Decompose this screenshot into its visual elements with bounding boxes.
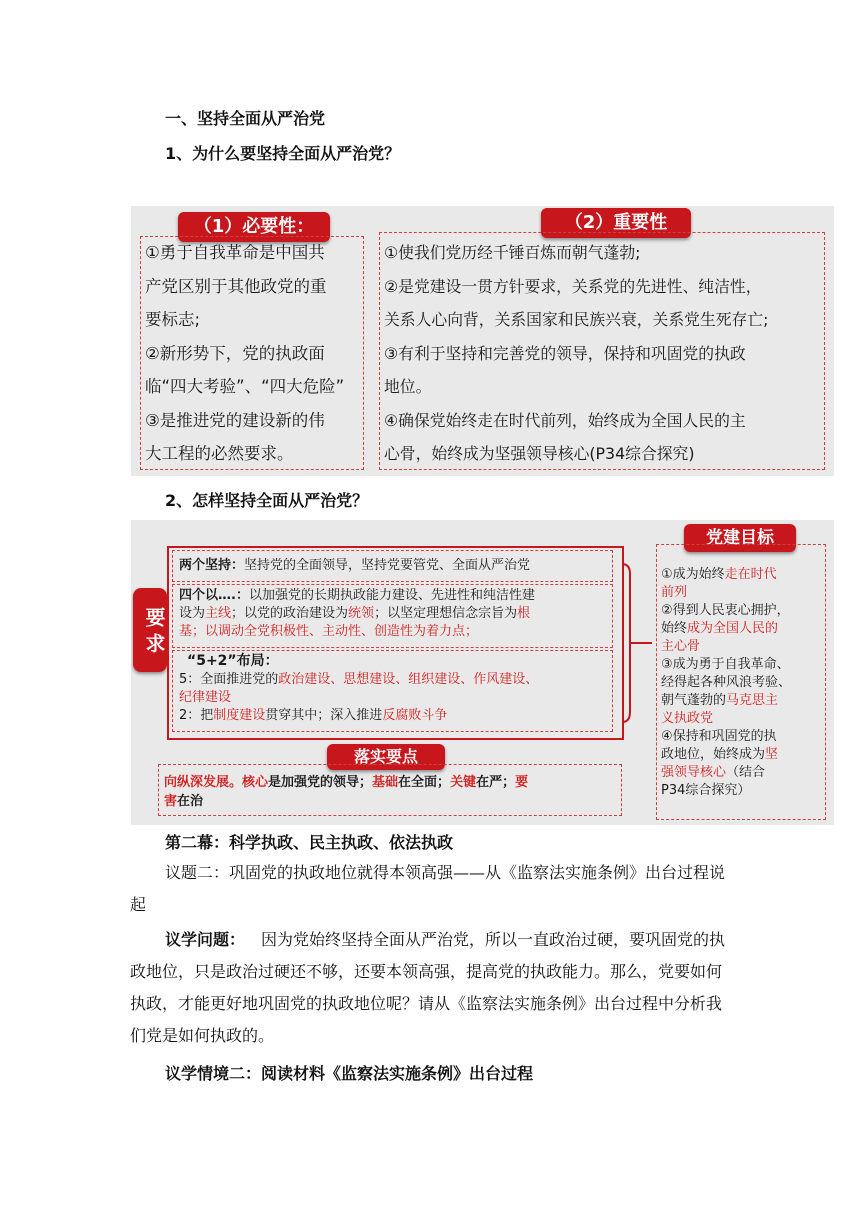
question-heading-why: 1、为什么要坚持全面从严治党？ (165, 144, 401, 163)
necessity-tab: （1）必要性： (178, 212, 330, 242)
goal-fragment: 成为全国人民的 (687, 621, 779, 636)
goal-fragment: 政地位，始终成为 (661, 747, 766, 762)
question-heading-how: 2、怎样坚持全面从严治党？ (165, 491, 369, 510)
five-b: 政治建设、思想建设、组织建设、作风建设、 (278, 672, 539, 687)
importance-line: 心骨，始终成为坚强领导核心(P34综合探究) (384, 444, 695, 463)
impl-c: 基础 (372, 775, 399, 790)
goal-text (661, 566, 825, 800)
five-c: 纪律建设 (179, 690, 232, 705)
importance-line: 地位。 (384, 377, 432, 396)
two2-d: 反腐败斗争 (382, 708, 448, 723)
necessity-line: 临“四大考验”、“四大危险” (145, 377, 345, 396)
impl-g: 要 (515, 775, 529, 790)
study-context-label: 议学情境二： (165, 1064, 262, 1083)
goal-fragment: （结合 (726, 765, 766, 780)
two2-b: 制度建设 (213, 708, 266, 723)
topic-two-text: 巩固党的执政地位就得本领高强——从《监察法实施条例》出台过程说起 (130, 863, 726, 914)
implementation-text (164, 773, 616, 811)
importance-line: ③有利于坚持和完善党的领导，保持和巩固党的执政 (384, 343, 746, 363)
study-context (130, 1058, 736, 1090)
impl-h: 害 (164, 794, 178, 809)
goal-fragment: 朝气蓬勃的 (661, 693, 727, 708)
necessity-line: ①勇于自我革命是中国共 (145, 243, 325, 262)
impl-e: 关键 (450, 775, 477, 790)
implementation-tab: 落实要点 (327, 744, 445, 770)
goal-fragment: 主心骨 (661, 639, 701, 654)
goal-fragment: 走在时代 (724, 567, 777, 582)
necessity-text (145, 236, 367, 471)
study-question-text: 因为党始终坚持全面从严治党，所以一直政治过硬，要巩固党的执政地位，只是政治过硬还不够，还要本领高强，提高党的执政能力。那么，党要如何执政，才能更好地巩固党的执政地位呢？请从《监察法实施条例》出台过程中分析我们党是如何执政的。 (130, 930, 726, 1045)
goal-fragment: 马克思主 (726, 693, 779, 708)
importance-line: ②是党建设一贯方针要求，关系党的先进性、纯洁性， (384, 276, 762, 296)
two2-a: 2：把 (179, 708, 214, 723)
study-context-text: 阅读材料《监察法实施条例》出台过程 (261, 1064, 534, 1083)
requirement-tab: 要求 (133, 588, 167, 672)
four-with-focus: 着力点； (426, 624, 479, 639)
goal-fragment: ②得到人民衷心拥护， (661, 603, 790, 618)
four-with-lead: 统领 (348, 606, 375, 621)
four-with-f: ；以坚定理想信念宗旨为 (374, 606, 518, 621)
four-with-label: 四个以….： (179, 588, 249, 603)
four-with-i: ；以调动全党积极性、主动性、创造性为 (192, 624, 427, 639)
study-question (130, 924, 736, 1052)
goal-fragment: ①成为始终 (661, 567, 725, 582)
impl-a: 向纵深发展。核心 (164, 775, 269, 790)
two-adherence-text (179, 557, 611, 575)
importance-line: 关系人心向背，关系国家和民族兴衰，关系党生死存亡; (384, 310, 769, 329)
four-with-d: ；以党的政治建设为 (231, 606, 349, 621)
goal-fragment: 前列 (661, 585, 688, 600)
necessity-line: 要标志; (145, 310, 201, 329)
five-a: 5：全面推进党的 (179, 672, 279, 687)
importance-tab: （2）重要性 (541, 208, 691, 238)
goal-tab: 党建目标 (684, 524, 796, 552)
two-adherence-label: 两个坚持： (179, 558, 245, 573)
necessity-line: ②新形势下，党的执政面 (145, 343, 325, 363)
impl-i: 在治 (177, 794, 204, 809)
goal-fragment: ③成为勇于自我革命、 (661, 657, 790, 672)
four-with-mainline: 主线 (205, 606, 232, 621)
topic-two (130, 857, 736, 921)
necessity-line: 大工程的必然要求。 (145, 444, 294, 463)
two2-c: 贯穿其中；深入推进 (265, 708, 383, 723)
impl-f: 在严； (476, 775, 516, 790)
necessity-line: ③是推进党的建设新的伟 (145, 410, 325, 430)
goal-fragment: 经得起各种风浪考验、 (661, 675, 792, 690)
goal-fragment: 强领导核心 (661, 765, 727, 780)
importance-line: ①使我们党历经千锤百炼而朝气蓬勃; (384, 243, 641, 262)
section-heading: 一、坚持全面从严治党 (165, 109, 326, 128)
necessity-line: 产党区别于其他政党的重 (145, 276, 327, 296)
goal-fragment: 坚 (765, 747, 779, 762)
study-question-label: 议学问题： (165, 930, 246, 949)
four-with-a: 以加强党的长期执政能力建设、先进性和纯洁性建 (248, 588, 535, 603)
impl-b: 是加强党的领导； (268, 775, 373, 790)
goal-fragment: ④保持和巩固党的执 (661, 729, 777, 744)
two-adherence-content: 坚持党的全面领导，坚持党要管党、全面从严治党 (244, 558, 531, 573)
act-two-title: 第二幕：科学执政、民主执政、依法执政 (165, 833, 454, 852)
goal-fragment: P34综合探究） (661, 783, 751, 798)
goal-fragment: 始终 (661, 621, 688, 636)
bracket-connector (620, 558, 654, 728)
how-to-panel (131, 520, 834, 825)
five-two-text (179, 652, 611, 725)
goal-fragment: 义执政党 (661, 711, 714, 726)
impl-d: 在全面； (398, 775, 451, 790)
topic-two-label: 议题二： (165, 863, 230, 882)
four-with-b: 设为 (179, 606, 206, 621)
layout-label: “5+2”布局： (187, 653, 279, 669)
importance-text (384, 236, 834, 471)
necessity-importance-panel (131, 206, 834, 476)
importance-line: ④确保党始终走在时代前列，始终成为全国人民的主 (384, 410, 746, 430)
four-with-root-b: 基 (179, 624, 193, 639)
four-with-root-a: 根 (517, 606, 531, 621)
four-with-text (179, 587, 611, 641)
